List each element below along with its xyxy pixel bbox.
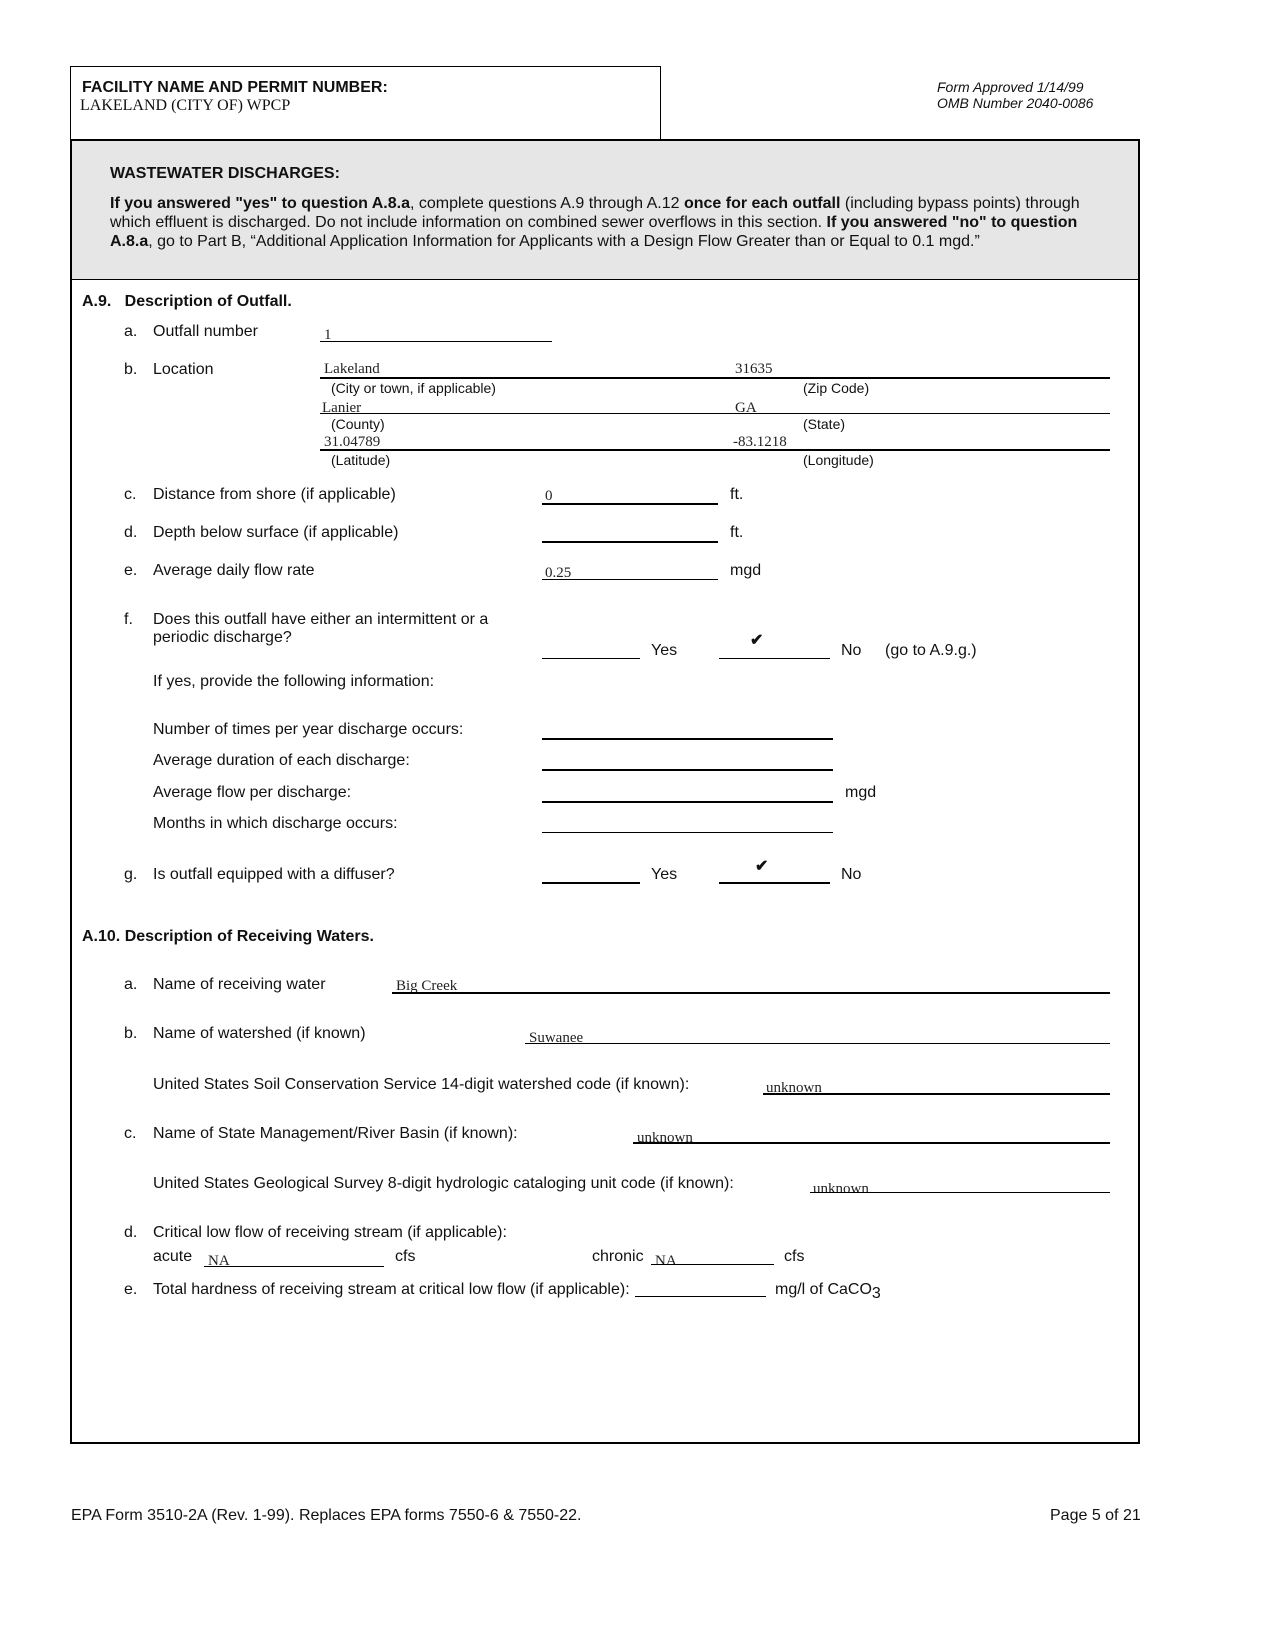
chronic-unit: cfs — [784, 1248, 805, 1265]
f-yes-line[interactable] — [542, 658, 640, 659]
a9-title: A.9. Description of Outfall. — [82, 293, 292, 310]
f-yes-label: Yes — [651, 642, 678, 659]
distance-value[interactable]: 0 — [545, 488, 553, 504]
f-no-checkmark[interactable]: ✔ — [750, 632, 764, 649]
hardness-unit-subscript: 3 — [871, 1285, 881, 1303]
longitude-value[interactable]: -83.1218 — [733, 434, 787, 450]
state-value[interactable]: GA — [735, 400, 757, 416]
river-basin-value[interactable]: unknown — [637, 1130, 693, 1146]
intro-text-2: (including bypass points) through which effluent is discharged. Do not include information on combined sewer overflows in this section. — [110, 195, 1080, 231]
acute-unit: cfs — [395, 1248, 416, 1265]
hardness-unit-text: mg/l of CaCO — [775, 1281, 872, 1298]
a9-c-letter: c. — [124, 486, 137, 503]
a9-g-label: Is outfall equipped with a diffuser? — [153, 866, 395, 883]
county-caption: (County) — [331, 416, 385, 432]
facility-value: LAKELAND (CITY OF) WPCP — [80, 97, 291, 114]
footer-form-id: EPA Form 3510-2A (Rev. 1-99). Replaces EPA forms 7550-6 & 7550-22. — [71, 1507, 582, 1524]
flow-per-discharge-unit: mgd — [845, 784, 877, 801]
watershed-value[interactable]: Suwanee — [529, 1030, 584, 1046]
intro-bold-3: If you answered "no" to question A.8.a — [110, 214, 1078, 250]
soil-code-value[interactable]: unknown — [766, 1080, 822, 1096]
a9-a-label: Outfall number — [153, 323, 258, 340]
outfall-number-value[interactable]: 1 — [324, 327, 332, 343]
months-label: Months in which discharge occurs: — [153, 815, 398, 832]
times-label: Number of times per year discharge occurs: — [153, 721, 464, 738]
intro-text-3: , go to Part B, “Additional Application Information for Applicants with a Design Flow Greater than or Equal to 0.1 mgd.” — [148, 233, 980, 250]
depth-unit: ft. — [730, 524, 744, 541]
flow-rate-value[interactable]: 0.25 — [545, 565, 572, 581]
intro-bold-1: If you answered "yes" to question A.8.a — [110, 195, 410, 212]
county-value[interactable]: Lanier — [322, 400, 362, 416]
soil-code-line — [763, 1093, 1110, 1095]
receiving-water-value[interactable]: Big Creek — [396, 978, 458, 994]
a9-f-letter: f. — [124, 611, 133, 628]
a9-c-label: Distance from shore (if applicable) — [153, 486, 396, 503]
usgs-code-value[interactable]: unknown — [813, 1181, 869, 1197]
acute-label: acute — [153, 1248, 193, 1265]
intro-bold-2: once for each outfall — [683, 195, 841, 212]
a10-e-letter: e. — [124, 1281, 138, 1298]
a10-c-label: Name of State Management/River Basin (if known): — [153, 1125, 518, 1142]
a10-a-label: Name of receiving water — [153, 976, 326, 993]
hardness-line[interactable] — [635, 1296, 766, 1297]
a10-b-letter: b. — [124, 1025, 138, 1042]
a9-g-letter: g. — [124, 866, 138, 883]
intro-paragraph — [110, 194, 1100, 251]
receiving-water-line — [392, 992, 1110, 994]
a9-a-line — [320, 340, 552, 342]
acute-value[interactable]: NA — [208, 1253, 230, 1269]
soil-code-label: United States Soil Conservation Service 14-digit watershed code (if known): — [153, 1076, 690, 1093]
hardness-unit — [775, 1281, 881, 1303]
county-line — [320, 413, 1110, 414]
a9-b-label: Location — [153, 361, 214, 378]
if-yes-label: If yes, provide the following information: — [153, 673, 435, 690]
duration-label: Average duration of each discharge: — [153, 752, 410, 769]
latitude-value[interactable]: 31.04789 — [324, 434, 381, 450]
distance-unit: ft. — [730, 486, 744, 503]
a10-b-label: Name of watershed (if known) — [153, 1025, 366, 1042]
usgs-code-label: United States Geological Survey 8-digit hydrologic cataloging unit code (if known): — [153, 1175, 734, 1192]
acute-line — [204, 1266, 384, 1267]
latlon-line — [320, 449, 1110, 451]
a10-title: A.10. Description of Receiving Waters. — [82, 928, 374, 945]
chronic-label: chronic — [592, 1248, 644, 1265]
longitude-caption: (Longitude) — [803, 452, 874, 468]
g-yes-label: Yes — [651, 866, 678, 883]
usgs-code-line — [810, 1192, 1110, 1193]
a9-d-letter: d. — [124, 524, 138, 541]
intro-heading: WASTEWATER DISCHARGES: — [110, 165, 340, 182]
state-caption: (State) — [803, 416, 846, 432]
watershed-line — [525, 1043, 1110, 1044]
a9-f-label-2: periodic discharge? — [153, 629, 292, 646]
chronic-value[interactable]: NA — [655, 1253, 677, 1269]
a10-a-letter: a. — [124, 976, 138, 993]
a9-a-letter: a. — [124, 323, 138, 340]
zip-value[interactable]: 31635 — [735, 361, 773, 377]
distance-line — [542, 503, 718, 505]
depth-line — [542, 541, 718, 543]
g-no-checkmark[interactable]: ✔ — [755, 858, 769, 875]
intro-text-1: , complete questions A.9 through A.12 — [409, 195, 684, 212]
omb-number: OMB Number 2040-0086 — [937, 95, 1094, 111]
months-line[interactable] — [542, 832, 833, 833]
a10-c-letter: c. — [124, 1125, 137, 1142]
a10-e-label: Total hardness of receiving stream at critical low flow (if applicable): — [153, 1281, 630, 1298]
flow-per-discharge-line[interactable] — [542, 801, 833, 803]
flow-rate-unit: mgd — [730, 562, 762, 579]
g-yes-line[interactable] — [542, 882, 640, 884]
city-line — [320, 377, 1110, 379]
latitude-caption: (Latitude) — [331, 452, 391, 468]
river-basin-line — [633, 1142, 1110, 1144]
g-no-label: No — [841, 866, 862, 883]
g-no-line[interactable] — [719, 882, 830, 884]
f-no-line[interactable] — [719, 658, 830, 659]
a10-d-letter: d. — [124, 1224, 138, 1241]
facility-label: FACILITY NAME AND PERMIT NUMBER: — [82, 79, 388, 96]
flow-rate-line — [542, 579, 718, 580]
zip-caption: (Zip Code) — [803, 380, 870, 396]
flow-per-discharge-label: Average flow per discharge: — [153, 784, 352, 801]
a9-d-label: Depth below surface (if applicable) — [153, 524, 399, 541]
form-approved: Form Approved 1/14/99 — [937, 79, 1084, 95]
times-line[interactable] — [542, 738, 833, 740]
a9-f-label-1: Does this outfall have either an intermittent or a — [153, 611, 489, 628]
duration-line[interactable] — [542, 769, 833, 771]
footer-page-number: Page 5 of 21 — [1050, 1507, 1141, 1524]
city-caption: (City or town, if applicable) — [331, 380, 496, 396]
f-no-label: No — [841, 642, 862, 659]
a9-e-label: Average daily flow rate — [153, 562, 315, 579]
chronic-line — [651, 1264, 774, 1265]
a10-d-label: Critical low flow of receiving stream (if applicable): — [153, 1224, 507, 1241]
f-goto-label: (go to A.9.g.) — [885, 642, 977, 659]
a9-e-letter: e. — [124, 562, 138, 579]
a9-b-letter: b. — [124, 361, 138, 378]
city-value[interactable]: Lakeland — [324, 361, 380, 377]
